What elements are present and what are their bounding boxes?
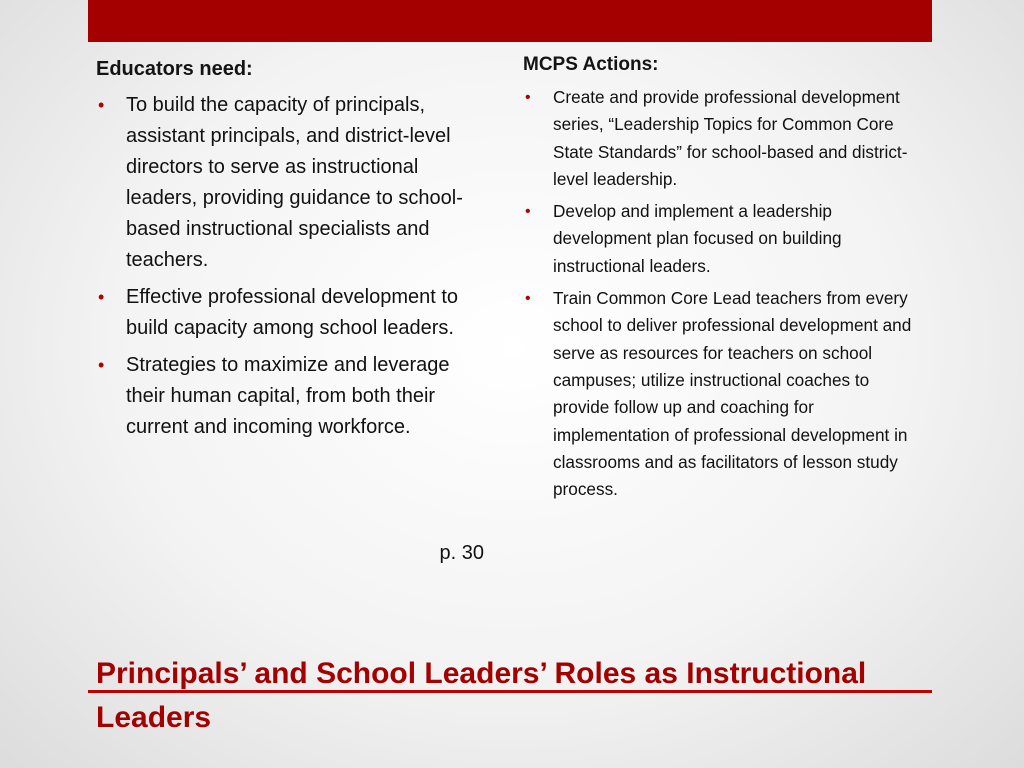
list-item-text: Effective professional development to build capacity among school leaders.	[126, 286, 459, 339]
list-item	[96, 282, 491, 344]
list-item	[523, 285, 928, 503]
list-item	[96, 90, 491, 276]
bullet-icon: •	[98, 95, 105, 115]
mcps-actions-column	[523, 52, 928, 508]
list-item-text: To build the capacity of principals, assistant principals, and district-level directors to serve as instructional leaders, providing guidance to school-based instructional specialists and teachers.	[126, 94, 463, 271]
list-item	[523, 84, 928, 193]
list-item	[523, 198, 928, 280]
list-item-text: Develop and implement a leadership development plan focused on building instructional leaders.	[553, 201, 842, 276]
title-underline-rule	[88, 690, 932, 693]
top-accent-bar	[88, 0, 932, 42]
educators-need-column	[96, 56, 491, 449]
bullet-icon: •	[525, 290, 531, 308]
list-item-text: Strategies to maximize and leverage their human capital, from both their current and incoming workforce.	[126, 354, 450, 438]
page-reference: p. 30	[439, 542, 484, 564]
slide-title: Principals’ and School Leaders’ Roles as Instructional Leaders	[96, 657, 867, 734]
educators-need-heading: Educators need:	[96, 58, 253, 80]
bullet-icon: •	[98, 287, 105, 307]
bullet-icon: •	[98, 355, 105, 375]
bullet-icon: •	[525, 89, 531, 106]
bullet-icon: •	[525, 203, 531, 221]
list-item	[96, 350, 491, 443]
mcps-actions-list	[523, 84, 928, 503]
list-item-text: Train Common Core Lead teachers from every school to deliver professional development and serve as resources for teachers on school campuses; utilize instructional coaches to provide follow up and coaching for implementation of professional development in classrooms and as facilitators of lesson study process.	[553, 288, 912, 500]
educators-need-list	[96, 90, 491, 443]
list-item-text: Create and provide professional development series, “Leadership Topics for Common Core State Standards” for school-based and district-level leadership.	[553, 87, 908, 189]
mcps-actions-heading: MCPS Actions:	[523, 54, 659, 75]
